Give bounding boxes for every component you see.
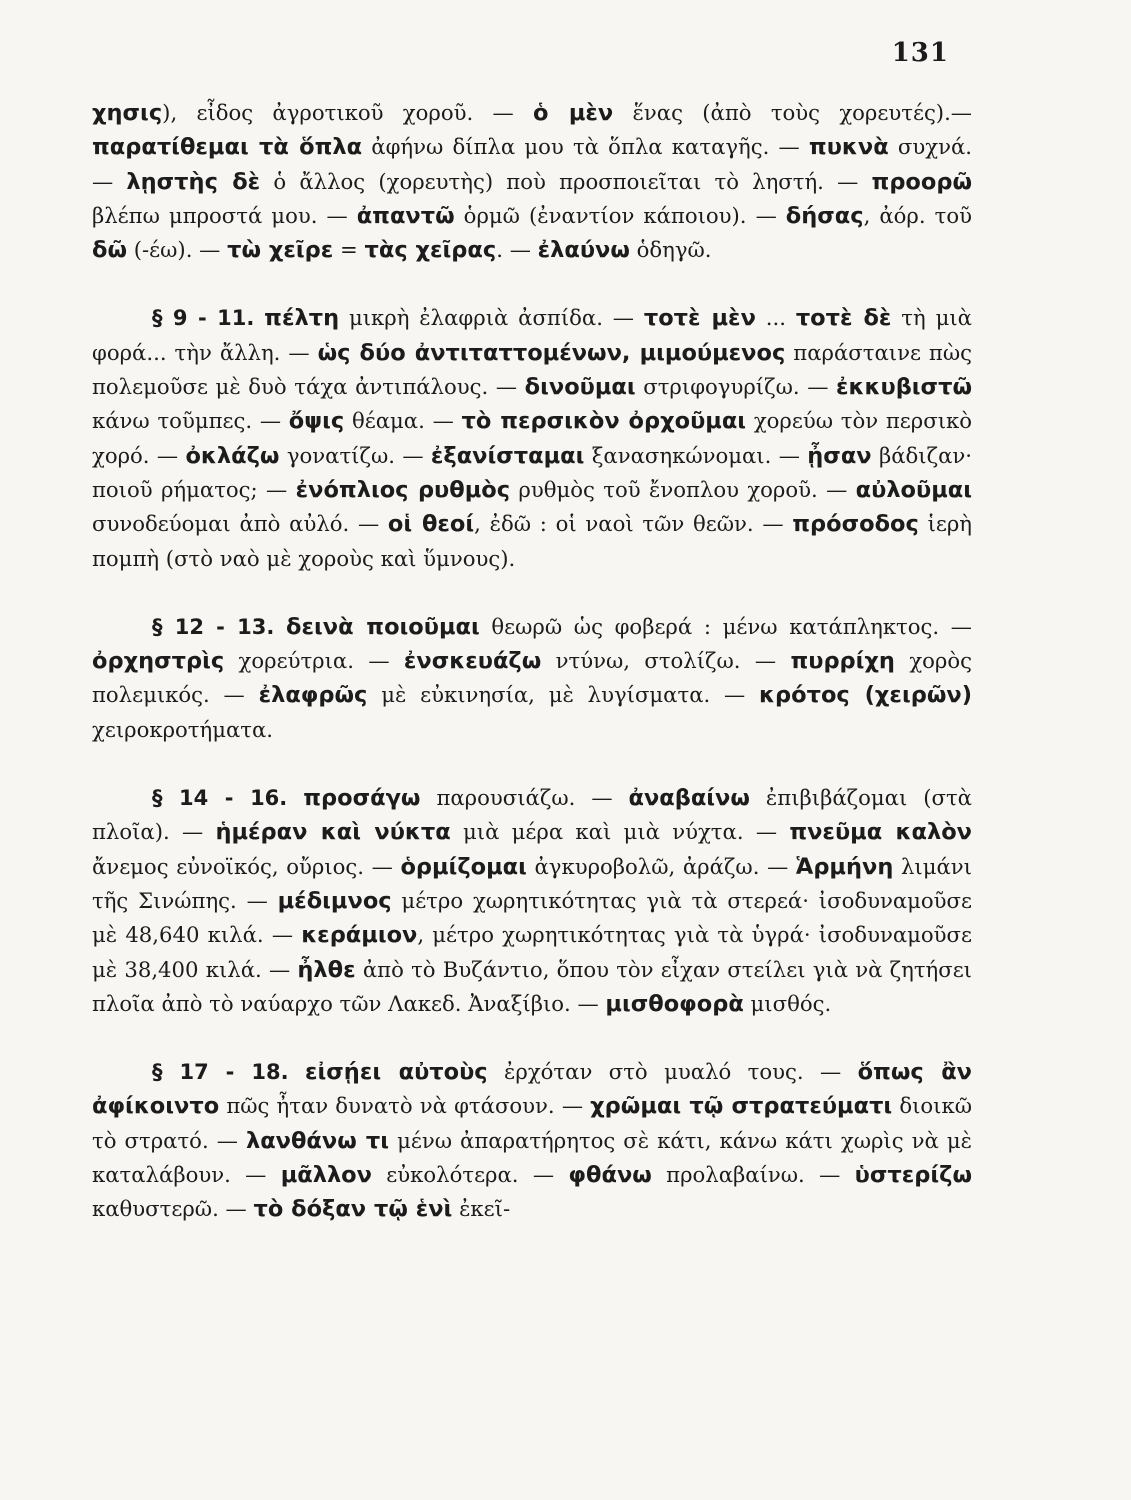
lemma-term: τοτὲ δὲ — [795, 305, 892, 332]
lemma-term: ὄψις — [288, 408, 345, 435]
gloss-text: ), εἶδος ἀγροτικοῦ χοροῦ. — — [162, 100, 533, 125]
lemma-term: ὀκλάζω — [185, 442, 280, 469]
section-marker: § 14 - 16. — [152, 786, 288, 811]
gloss-text: ἐκεῖ- — [452, 1196, 511, 1222]
gloss-text: ἐρχόταν στὸ μυαλό τους. — — [487, 1059, 858, 1085]
gloss-text: στριφογυρίζω. — — [635, 374, 836, 400]
gloss-text — [289, 1059, 305, 1084]
lemma-term: Ἁρμήνη — [795, 853, 894, 880]
gloss-text: πῶς ἦταν δυνατὸ νὰ φτάσουν. — — [219, 1093, 591, 1119]
gloss-text: ἱερὴ πομπὴ (στὸ ναὸ μὲ χοροὺς καὶ ὕμνους). — [92, 511, 972, 571]
gloss-text: μέτρο χωρητικότητας γιὰ τὰ στερεά· ἰσοδυναμοῦσε μὲ 48,640 κιλά. — — [92, 887, 972, 948]
lemma-term: ἐλαύνω — [537, 237, 630, 264]
lemma-term: τὸ περσικὸν ὀρχοῦμαι — [461, 408, 747, 435]
lemma-term: δινοῦμαι — [524, 374, 636, 401]
gloss-text: χειροκροτήματα. — [92, 716, 274, 742]
lemma-term: ἐξανίσταμαι — [430, 442, 585, 469]
lemma-term: τοτὲ μὲν — [643, 305, 756, 332]
gloss-text: βλέπω μπροστά μου. — — [92, 202, 357, 228]
lemma-term: ᾖσαν — [807, 442, 872, 469]
gloss-text: ἀφήνω δίπλα μου τὰ ὅπλα καταγῆς. — — [362, 134, 809, 160]
lemma-term: παρατίθεμαι τὰ ὅπλα — [92, 134, 363, 161]
gloss-text — [274, 614, 286, 639]
lemma-term: τὰς χεῖρας — [364, 237, 497, 264]
gloss-text: θέαμα. — — [344, 408, 462, 434]
lemma-term: πέλτη — [264, 305, 340, 332]
gloss-text: , μέτρο χωρητικότητας γιὰ τὰ ὑγρά· ἰσοδυναμοῦσε μὲ 38,400 κιλά. — — [92, 922, 972, 982]
lemma-term: προορῶ — [871, 168, 972, 195]
gloss-text: μένω ἀπαρατήρητος σὲ κάτι, κάνω κάτι χωρὶς νὰ μὲ καταλάβουν. — — [92, 1127, 973, 1188]
lemma-term: αὐλοῦμαι — [855, 476, 972, 503]
lemma-term: ἐνόπλιος ρυθμὸς — [295, 476, 511, 503]
gloss-text: , ἐδῶ : οἱ ναοὶ τῶν θεῶν. — — [474, 511, 793, 537]
gloss-text: χορὸς πολεμικός. — — [92, 648, 972, 708]
gloss-text: ντύνω, στολίζω. — — [541, 648, 791, 674]
gloss-text: χορεύτρια. — — [224, 648, 404, 674]
lemma-term: ἐλαφρῶς — [258, 682, 368, 709]
lemma-term: ὁ μὲν — [533, 100, 614, 126]
lemma-term: προσάγω — [303, 785, 421, 812]
gloss-text: ρυθμὸς τοῦ ἔνοπλου χοροῦ. — — [510, 476, 856, 502]
gloss-text: . — — [496, 237, 538, 263]
gloss-text: τὴ μιὰ φορά... τὴν ἄλλη. — — [92, 305, 972, 365]
gloss-text: συνοδεύομαι ἀπὸ αὐλό. — — [92, 511, 388, 537]
lemma-term: μισθοφορὰ — [605, 990, 744, 1017]
section-marker: § 17 - 18. — [152, 1060, 289, 1085]
gloss-text: γονατίζω. — — [279, 442, 431, 468]
lemma-term: ὡς δύο ἀντιταττομένων, μιμούμενος — [317, 339, 786, 366]
gloss-text: ὁ ἄλλος (χορευτὴς) ποὺ προσποιεῖται τὸ ληστή. — — [260, 168, 872, 194]
gloss-text: λιμάνι τῆς Σινώπης. — — [92, 853, 972, 913]
gloss-text: ὁρμῶ (ἐναντίον κάποιου). — — [454, 202, 786, 228]
lemma-term: χησις — [92, 100, 163, 126]
page-number: 131 — [891, 38, 949, 68]
lemma-term: δεινὰ ποιοῦμαι — [286, 613, 480, 640]
lemma-term: ἐνσκευάζω — [403, 648, 542, 675]
lemma-term: πνεῦμα καλὸν — [789, 819, 973, 846]
gloss-text: ἄνεμος εὐνοϊκός, οὔριος. — — [92, 853, 401, 879]
gloss-text — [287, 785, 303, 810]
gloss-text: = — [333, 237, 365, 263]
gloss-text: εὐκολότερα. — — [371, 1162, 569, 1188]
paragraph-section-9-11 — [92, 301, 972, 575]
lemma-term: εἰσῄει αὐτοὺς — [304, 1059, 488, 1086]
gloss-text: καθυστερῶ. — — [92, 1196, 254, 1222]
gloss-text: ἀγκυροβολῶ, ἀράζω. — — [526, 853, 796, 879]
lemma-term: ἦλθε — [297, 956, 356, 983]
lemma-term: λανθάνω τι — [245, 1127, 390, 1154]
lemma-term: ὁρμίζομαι — [400, 853, 527, 880]
lemma-term: λῃστὴς δὲ — [126, 168, 261, 195]
gloss-text: (-έω). — — [127, 237, 228, 263]
gloss-text: ξανασηκώνομαι. — — [584, 442, 808, 468]
paragraph-section-14-16 — [92, 781, 972, 1021]
lemma-term: μέδιμνος — [277, 887, 392, 914]
gloss-text: , ἀόρ. τοῦ — [863, 202, 972, 228]
lemma-term: κρότος (χειρῶν) — [759, 682, 972, 709]
gloss-text: συχνά. — — [92, 134, 972, 194]
lemma-term: τὼ χεῖρε — [227, 237, 334, 264]
gloss-text: παράσταινε πὼς πολεμοῦσε μὲ δυὸ τάχα ἀντιπάλους. — — [92, 339, 972, 400]
paragraph-section-17-18 — [92, 1055, 972, 1226]
gloss-text: ... — [755, 305, 796, 331]
paragraph-glossary-1 — [92, 96, 972, 267]
lemma-term: ὑστερίζω — [854, 1162, 972, 1189]
gloss-text: ὁδηγῶ. — [629, 237, 712, 263]
gloss-text: προλαβαίνω. — — [651, 1162, 855, 1188]
lemma-term: οἱ θεοί — [387, 511, 475, 538]
lemma-term: δῶ — [92, 237, 128, 264]
gloss-text: θεωρῶ ὡς φοβερά : μένω κατάπληκτος. — — [479, 613, 972, 639]
lemma-term: πυρρίχη — [790, 648, 895, 675]
lemma-term: κεράμιον — [301, 922, 418, 949]
gloss-text: διοικῶ τὸ στρατό. — — [92, 1093, 972, 1153]
lemma-term: ἡμέραν καὶ νύκτα — [215, 819, 451, 846]
lemma-term: φθάνω — [568, 1162, 652, 1189]
lemma-term: τὸ δόξαν τῷ ἑνὶ — [253, 1196, 453, 1223]
section-marker: § 9 - 11. — [152, 306, 255, 331]
gloss-text: μικρὴ ἐλαφριὰ ἀσπίδα. — — [339, 305, 644, 331]
lemma-term: ἀπαντῶ — [356, 202, 455, 229]
lemma-term: ἐκκυβιστῶ — [836, 374, 972, 401]
lemma-term: πρόσοδος — [792, 511, 919, 538]
lemma-term: ὀρχηστρὶς — [92, 648, 225, 675]
lemma-term: μᾶλλον — [280, 1162, 372, 1189]
gloss-text: ἀπὸ τὸ Βυζάντιο, ὅπου τὸν εἶχαν στείλει γιὰ νὰ ζητήσει πλοῖα ἀπὸ τὸ ναύαρχο τῶν Λακεδ. Ἀναξίβιο. — — [92, 956, 972, 1016]
gloss-text: παρουσιάζω. — — [420, 785, 629, 811]
gloss-text: μισθός. — [743, 990, 832, 1016]
commentary-text — [92, 96, 972, 1227]
lemma-term: χρῶμαι τῷ στρατεύματι — [590, 1093, 893, 1120]
gloss-text: βάδιζαν· ποιοῦ ρήματος; — — [92, 442, 973, 502]
lemma-term: ὅπως ἂν ἀφίκοιντο — [92, 1059, 972, 1120]
lemma-term: δήσας — [785, 202, 864, 229]
gloss-text: μιὰ μέρα καὶ μιὰ νύχτα. — — [450, 819, 790, 845]
gloss-text: ἕνας (ἀπὸ τοὺς χορευτές).— — [613, 100, 972, 125]
paragraph-section-12-13 — [92, 610, 972, 747]
lemma-term: πυκνὰ — [808, 134, 889, 161]
gloss-text: μὲ εὐκινησία, μὲ λυγίσματα. — — [367, 682, 760, 708]
gloss-text: κάνω τοῦμπες. — — [92, 408, 289, 434]
gloss-text: χορεύω τὸν περσικὸ χορό. — — [92, 408, 973, 468]
gloss-text: ἐπιβιβάζομαι (στὰ πλοῖα). — — [92, 785, 972, 845]
gloss-text — [254, 305, 264, 330]
lemma-term: ἀναβαίνω — [628, 785, 750, 812]
section-marker: § 12 - 13. — [152, 614, 275, 639]
